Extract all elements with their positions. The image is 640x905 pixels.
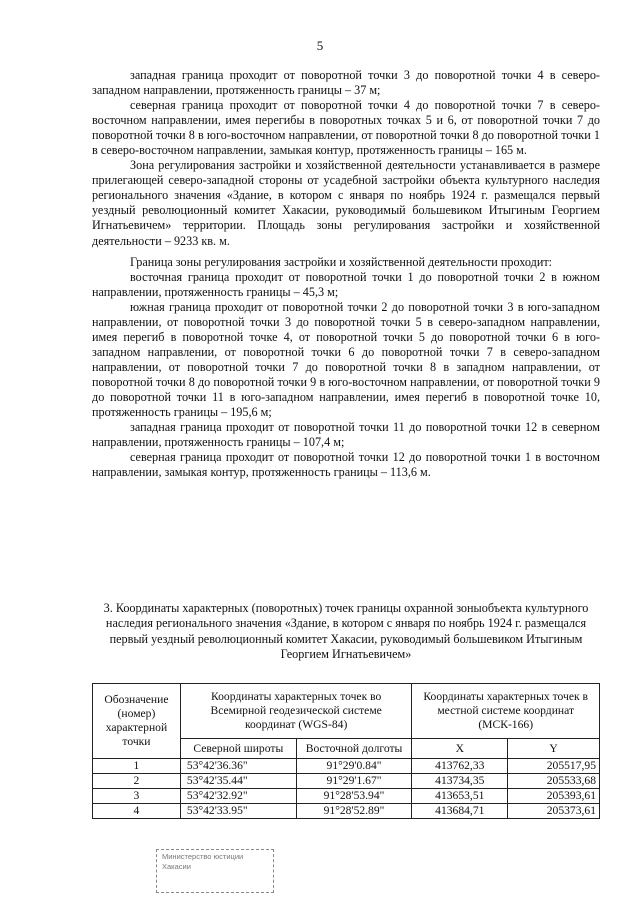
x-cell: 413684,71 <box>412 804 508 819</box>
x-cell: 413734,35 <box>412 774 508 789</box>
y-cell: 205393,61 <box>508 789 600 804</box>
coordinates-table <box>92 683 600 819</box>
lat-cell: 53°42'32.92" <box>180 789 296 804</box>
lon-cell: 91°29'1.67" <box>296 774 412 789</box>
lon-cell: 91°29'0.84" <box>296 759 412 774</box>
table-row <box>93 774 600 789</box>
y-cell: 205533,68 <box>508 774 600 789</box>
lon-cell: 91°28'53.94" <box>296 789 412 804</box>
registration-stamp: Министерство юстиции Хакасии <box>156 849 274 893</box>
page-number: 5 <box>316 38 324 53</box>
point-cell: 1 <box>93 759 181 774</box>
lat-cell: 53°42'33.95" <box>180 804 296 819</box>
document-body <box>92 68 600 480</box>
paragraph: восточная граница проходит от поворотной точки 1 до поворотной точки 2 в южном направлении, протяженность границы – 45,3 м; <box>92 269 600 299</box>
paragraph: Зона регулирования застройки и хозяйственной деятельности устанавливается в размере прилегающей северо-западной стороны от усадебной застройки объекта культурного наследия регионального значения «Здание, в котором с января по ноябрь 1924 г. размещался первый уездный революционный комитет Хакасии, руководимый большевиком Итыгиным Георгием Игнатьевичем» территории. Площадь зоны регулирования застройки и хозяйственной деятельности – 9233 кв. м. <box>92 158 600 248</box>
point-cell: 3 <box>93 789 181 804</box>
header-wgs: Координаты характерных точек во Всемирной геодезической системе координат (WGS-84) <box>180 684 411 739</box>
lat-cell: 53°42'35.44" <box>180 774 296 789</box>
y-cell: 205517,95 <box>508 759 600 774</box>
header-msk: Координаты характерных точек в местной системе координат (МСК-166) <box>412 684 600 739</box>
header-lon: Восточной долготы <box>296 739 412 759</box>
table-row <box>93 759 600 774</box>
paragraph: южная граница проходит от поворотной точки 2 до поворотной точки 3 в юго-западном направлении, от поворотной точки 3 до поворотной точки 5 в северо-западном направлении, имея перегиб в поворотной точке 4, от поворотной точки 5 до поворотной точки 6 в юго-западном направлении, от поворотной точки 6 до поворотной точки 7 в северо-западном направлении, от поворотной точки 7 до поворотной точки 8 в западном направлении, от поворотной точки 8 до поворотной точки 9 в юго-восточном направлении, от поворотной точки 9 до поворотной точки 11 в юго-западном направлении, имея перегиб в поворотной точке 10, протяженность границы – 195,6 м; <box>92 299 600 420</box>
lon-cell: 91°28'52.89" <box>296 804 412 819</box>
point-cell: 4 <box>93 804 181 819</box>
paragraph: Граница зоны регулирования застройки и хозяйственной деятельности проходит: <box>130 254 553 269</box>
table-header-row <box>93 684 600 739</box>
table-row <box>93 804 600 819</box>
lat-cell: 53°42'36.36" <box>180 759 296 774</box>
header-x: X <box>412 739 508 759</box>
x-cell: 413653,51 <box>412 789 508 804</box>
paragraph: северная граница проходит от поворотной точки 4 до поворотной точки 7 в северо-восточном направлении, имея перегибы в поворотных точках 5 и 6, от поворотной точки 7 до поворотной точки 8 в юго-восточном направлении, от поворотной точки 8 до поворотной точки 1 в северо-восточном направлении, замыкая контур, протяженность границы – 165 м. <box>92 98 600 158</box>
header-y: Y <box>508 739 600 759</box>
section-title: 3. Координаты характерных (поворотных) точек границы охранной зоныобъекта культурного наследия регионального значения «Здание, в котором с января по ноябрь 1924 г. размещался первый уездный революционный комитет Хакасии, руководимый большевиком Итыгиным Георгием Игнатьевичем» <box>103 601 589 661</box>
paragraph: северная граница проходит от поворотной точки 12 до поворотной точки 1 в восточном направлении, замыкая контур, протяженность границы – 113,6 м. <box>92 450 600 480</box>
paragraph: западная граница проходит от поворотной точки 3 до поворотной точки 4 в северо-западном направлении, протяженность границы – 37 м; <box>92 68 600 98</box>
x-cell: 413762,33 <box>412 759 508 774</box>
header-lat: Северной широты <box>180 739 296 759</box>
header-point: Обозначение (номер) характерной точки <box>93 684 181 759</box>
point-cell: 2 <box>93 774 181 789</box>
table-row <box>93 789 600 804</box>
paragraph: западная граница проходит от поворотной точки 11 до поворотной точки 12 в северном направлении, протяженность границы – 107,4 м; <box>92 420 600 450</box>
y-cell: 205373,61 <box>508 804 600 819</box>
